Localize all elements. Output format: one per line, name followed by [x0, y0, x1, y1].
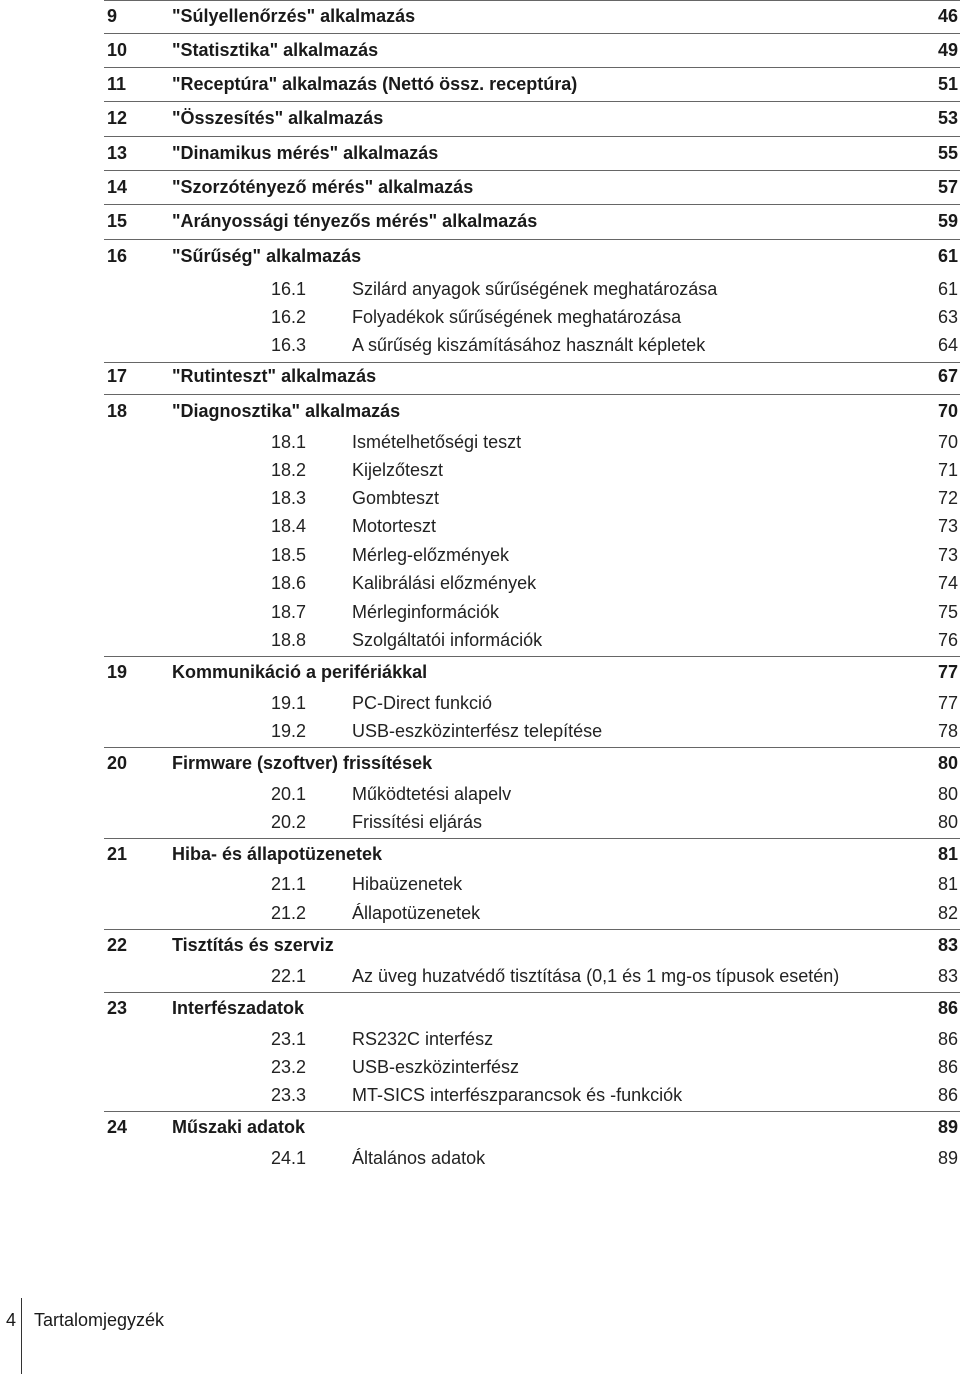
chapter-title: Tisztítás és szerviz [172, 935, 334, 955]
chapter-title: "Sűrűség" alkalmazás [172, 246, 362, 266]
section-title: Állapotüzenetek [352, 903, 481, 923]
section-number: 18.8 [271, 630, 307, 650]
page-number: 86 [937, 1057, 958, 1077]
section-title: Szolgáltatói információk [352, 630, 543, 650]
divider [104, 1111, 960, 1112]
section-title: Kalibrálási előzmények [352, 573, 537, 593]
page-number: 86 [937, 1029, 958, 1049]
section-number: 24.1 [271, 1148, 307, 1168]
divider [104, 67, 960, 68]
section-number: 19.1 [271, 693, 307, 713]
page-number: 63 [937, 307, 958, 327]
section-title: Hibaüzenetek [352, 874, 463, 894]
page-number: 74 [937, 573, 958, 593]
page-number: 89 [937, 1117, 958, 1137]
page-number: 77 [937, 662, 958, 682]
section-number: 16.3 [271, 335, 307, 355]
page-number: 80 [937, 812, 958, 832]
page-number: 86 [937, 998, 958, 1018]
section-number: 16.1 [271, 279, 307, 299]
page-number: 59 [937, 211, 958, 231]
chapter-title: "Összesítés" alkalmazás [172, 108, 384, 128]
section-number: 23.3 [271, 1085, 307, 1105]
chapter-number: 17 [107, 366, 128, 386]
chapter-number: 21 [107, 844, 128, 864]
chapter-number: 23 [107, 998, 128, 1018]
section-number: 18.2 [271, 460, 307, 480]
chapter-title: "Receptúra" alkalmazás (Nettó össz. receptúra) [172, 74, 578, 94]
page-number: 86 [937, 1085, 958, 1105]
chapter-number: 18 [107, 401, 128, 421]
page-number: 67 [937, 366, 958, 386]
page-number: 78 [937, 721, 958, 741]
section-number: 21.1 [271, 874, 307, 894]
section-number: 21.2 [271, 903, 307, 923]
chapter-number: 13 [107, 143, 128, 163]
chapter-number: 20 [107, 753, 128, 773]
divider [104, 136, 960, 137]
section-title: USB-eszközinterfész telepítése [352, 721, 603, 741]
page-number: 73 [937, 516, 958, 536]
divider [104, 929, 960, 930]
page-number: 49 [937, 40, 958, 60]
page-number: 89 [937, 1148, 958, 1168]
section-number: 18.3 [271, 488, 307, 508]
chapter-number: 19 [107, 662, 128, 682]
section-number: 20.2 [271, 812, 307, 832]
divider [104, 394, 960, 395]
divider [104, 170, 960, 171]
chapter-number: 9 [107, 6, 118, 26]
section-title: Motorteszt [352, 516, 437, 536]
page-number: 81 [937, 844, 958, 864]
chapter-number: 24 [107, 1117, 128, 1137]
section-title: Folyadékok sűrűségének meghatározása [352, 307, 682, 327]
section-title: A sűrűség kiszámításához használt képletek [352, 335, 706, 355]
divider [104, 204, 960, 205]
section-number: 22.1 [271, 966, 307, 986]
section-number: 18.4 [271, 516, 307, 536]
page-number: 51 [937, 74, 958, 94]
divider [104, 362, 960, 363]
page-number: 72 [937, 488, 958, 508]
section-title: Kijelzőteszt [352, 460, 444, 480]
chapter-title: "Rutinteszt" alkalmazás [172, 366, 377, 386]
section-number: 16.2 [271, 307, 307, 327]
page-number: 80 [937, 753, 958, 773]
divider [104, 992, 960, 993]
section-number: 20.1 [271, 784, 307, 804]
page-number: 64 [937, 335, 958, 355]
footer-section-label: Tartalomjegyzék [34, 1310, 165, 1330]
page-number: 76 [937, 630, 958, 650]
page-number: 80 [937, 784, 958, 804]
page-number: 71 [937, 460, 958, 480]
page-number: 61 [937, 246, 958, 266]
page-number: 57 [937, 177, 958, 197]
chapter-number: 11 [107, 74, 127, 94]
section-title: Működtetési alapelv [352, 784, 512, 804]
chapter-title: "Statisztika" alkalmazás [172, 40, 379, 60]
footer-page-number: 4 [5, 1310, 16, 1330]
section-number: 18.6 [271, 573, 307, 593]
section-title: Általános adatok [352, 1148, 486, 1168]
section-title: Gombteszt [352, 488, 440, 508]
divider [104, 656, 960, 657]
divider [104, 0, 960, 1]
section-title: Mérleg-előzmények [352, 545, 510, 565]
section-title: Az üveg huzatvédő tisztítása (0,1 és 1 mg-os típusok esetén) [352, 966, 840, 986]
chapter-title: "Súlyellenőrzés" alkalmazás [172, 6, 416, 26]
page-number: 73 [937, 545, 958, 565]
page-number: 83 [937, 935, 958, 955]
section-title: Mérleginformációk [352, 602, 500, 622]
chapter-number: 14 [107, 177, 128, 197]
divider [104, 33, 960, 34]
page-number: 55 [937, 143, 958, 163]
section-number: 23.2 [271, 1057, 307, 1077]
page-number: 81 [937, 874, 958, 894]
section-title: RS232C interfész [352, 1029, 494, 1049]
section-title: USB-eszközinterfész [352, 1057, 520, 1077]
section-title: Szilárd anyagok sűrűségének meghatározása [352, 279, 718, 299]
section-number: 18.5 [271, 545, 307, 565]
chapter-title: "Dinamikus mérés" alkalmazás [172, 143, 439, 163]
section-number: 23.1 [271, 1029, 307, 1049]
chapter-title: Firmware (szoftver) frissítések [172, 753, 433, 773]
chapter-number: 15 [107, 211, 128, 231]
chapter-number: 10 [107, 40, 128, 60]
page-number: 53 [937, 108, 958, 128]
chapter-title: "Diagnosztika" alkalmazás [172, 401, 401, 421]
section-number: 18.1 [271, 432, 307, 452]
chapter-title: Interfészadatok [172, 998, 305, 1018]
page-number: 70 [937, 401, 958, 421]
divider [104, 239, 960, 240]
page-number: 83 [937, 966, 958, 986]
page-number: 82 [937, 903, 958, 923]
section-title: MT-SICS interfészparancsok és -funkciók [352, 1085, 683, 1105]
page-number: 77 [937, 693, 958, 713]
divider [104, 747, 960, 748]
chapter-number: 16 [107, 246, 128, 266]
page-number: 75 [937, 602, 958, 622]
divider [104, 101, 960, 102]
page-number: 61 [937, 279, 958, 299]
section-number: 18.7 [271, 602, 307, 622]
page-number: 70 [937, 432, 958, 452]
chapter-title: Hiba- és állapotüzenetek [172, 844, 383, 864]
divider [104, 838, 960, 839]
section-title: PC-Direct funkció [352, 693, 493, 713]
section-number: 19.2 [271, 721, 307, 741]
chapter-title: Kommunikáció a perifériákkal [172, 662, 428, 682]
section-title: Ismételhetőségi teszt [352, 432, 522, 452]
chapter-title: "Szorzótényező mérés" alkalmazás [172, 177, 474, 197]
chapter-number: 22 [107, 935, 128, 955]
chapter-title: Műszaki adatok [172, 1117, 306, 1137]
section-title: Frissítési eljárás [352, 812, 483, 832]
footer-divider [21, 1298, 22, 1374]
chapter-title: "Arányossági tényezős mérés" alkalmazás [172, 211, 538, 231]
page-number: 46 [937, 6, 958, 26]
chapter-number: 12 [107, 108, 128, 128]
